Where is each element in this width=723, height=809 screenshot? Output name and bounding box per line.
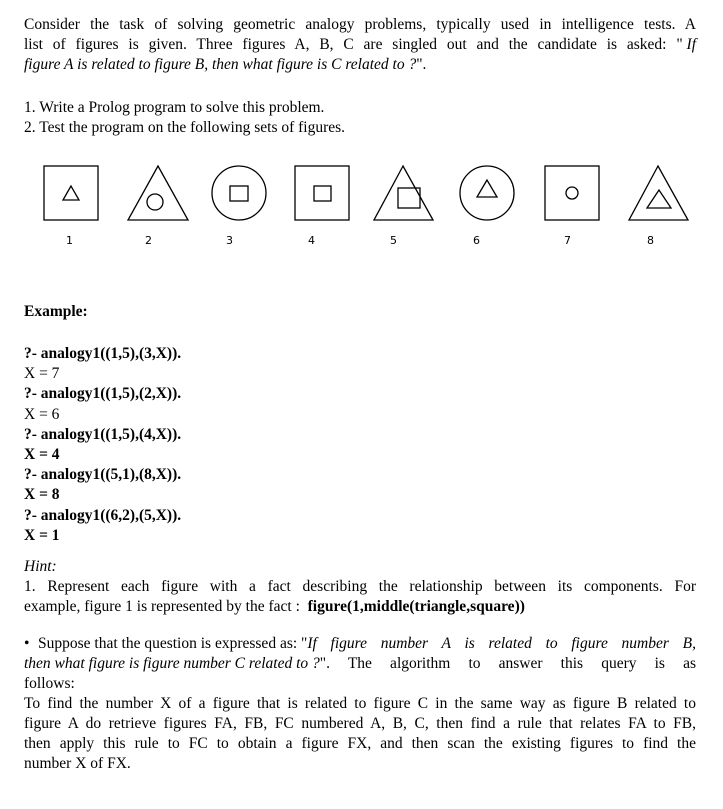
hint-bullet-line-3: follows: [24,675,75,692]
answer-1: X = 7 [24,365,60,383]
bullet-icon: • [24,635,30,652]
figure-label-7: 7 [564,234,571,247]
query-5: ?- analogy1((6,2),(5,X)). [24,506,182,524]
figure-1 [44,166,98,220]
task-list [24,98,696,138]
answer-2: X = 6 [24,405,60,423]
answer-3: X = 4 [24,445,60,463]
hint-bullet-line-1: • Suppose that the question is expressed as: " If figure number A is related to figure number B, [24,635,696,652]
figure-5 [374,166,433,220]
hint-heading: Hint: [24,558,57,575]
figure-label-4: 4 [308,234,315,247]
answer-5: X = 1 [24,526,60,544]
hint-p1-line-2: example, figure 1 is represented by the fact : figure(1,middle(triangle,square)) [24,598,525,615]
figures-strip [38,160,698,260]
figure-6 [460,166,514,220]
intro-line-3: figure A is related to figure B, then what figure is C related to ?". [24,56,427,73]
task-1: 1. Write a Prolog program to solve this problem. [24,99,325,116]
figure-label-8: 8 [647,234,654,247]
answer-4: X = 8 [24,486,60,504]
hint-p2-line-2: figure A do retrieve figures FA, FB, FC numbered A, B, C, then find a rule that relates FA to FB, [24,715,696,732]
hint-paragraph-1 [24,577,696,617]
figure-3 [212,166,266,220]
example-heading: Example: [24,303,88,320]
hint-paragraph-2 [24,694,696,774]
figure-label-6: 6 [473,234,480,247]
figure-fact-code: figure(1,middle(triangle,square)) [307,598,525,615]
example-code [24,344,696,546]
hint-p2-line-4: number X of FX. [24,755,131,772]
query-1: ?- analogy1((1,5),(3,X)). [24,345,182,362]
query-3: ?- analogy1((1,5),(4,X)). [24,425,182,443]
figure-2 [128,166,188,220]
hint-p1-line-1: 1. Represent each figure with a fact describing the relationship between its components. For [24,578,696,595]
task-2: 2. Test the program on the following sets of figures. [24,119,346,136]
figure-label-2: 2 [145,234,152,247]
figure-8 [629,166,688,220]
hint-p2-line-3: then apply this rule to FC to obtain a figure FX, and then scan the existing figures to find the [24,735,696,752]
intro-paragraph [24,15,696,75]
query-2: ?- analogy1((1,5),(2,X)). [24,385,182,403]
hint-p2-line-1: To find the number X of a figure that is related to figure C in the same way as figure B related to [24,695,696,712]
figure-7 [545,166,599,220]
figure-label-5: 5 [390,234,397,247]
intro-line-2: list of figures is given. Three figures A, B, C are singled out and the candidate is asked: " If [24,36,696,53]
figure-label-1: 1 [66,234,73,247]
query-4: ?- analogy1((5,1),(8,X)). [24,466,182,484]
intro-line-1: Consider the task of solving geometric analogy problems, typically used in intelligence tests. A [24,16,696,33]
figure-4 [295,166,349,220]
figure-label-3: 3 [226,234,233,247]
hint-bullet [24,634,696,694]
hint-bullet-line-2: then what figure is figure number C related to ? ". The algorithm to answer this query is as [24,655,696,672]
